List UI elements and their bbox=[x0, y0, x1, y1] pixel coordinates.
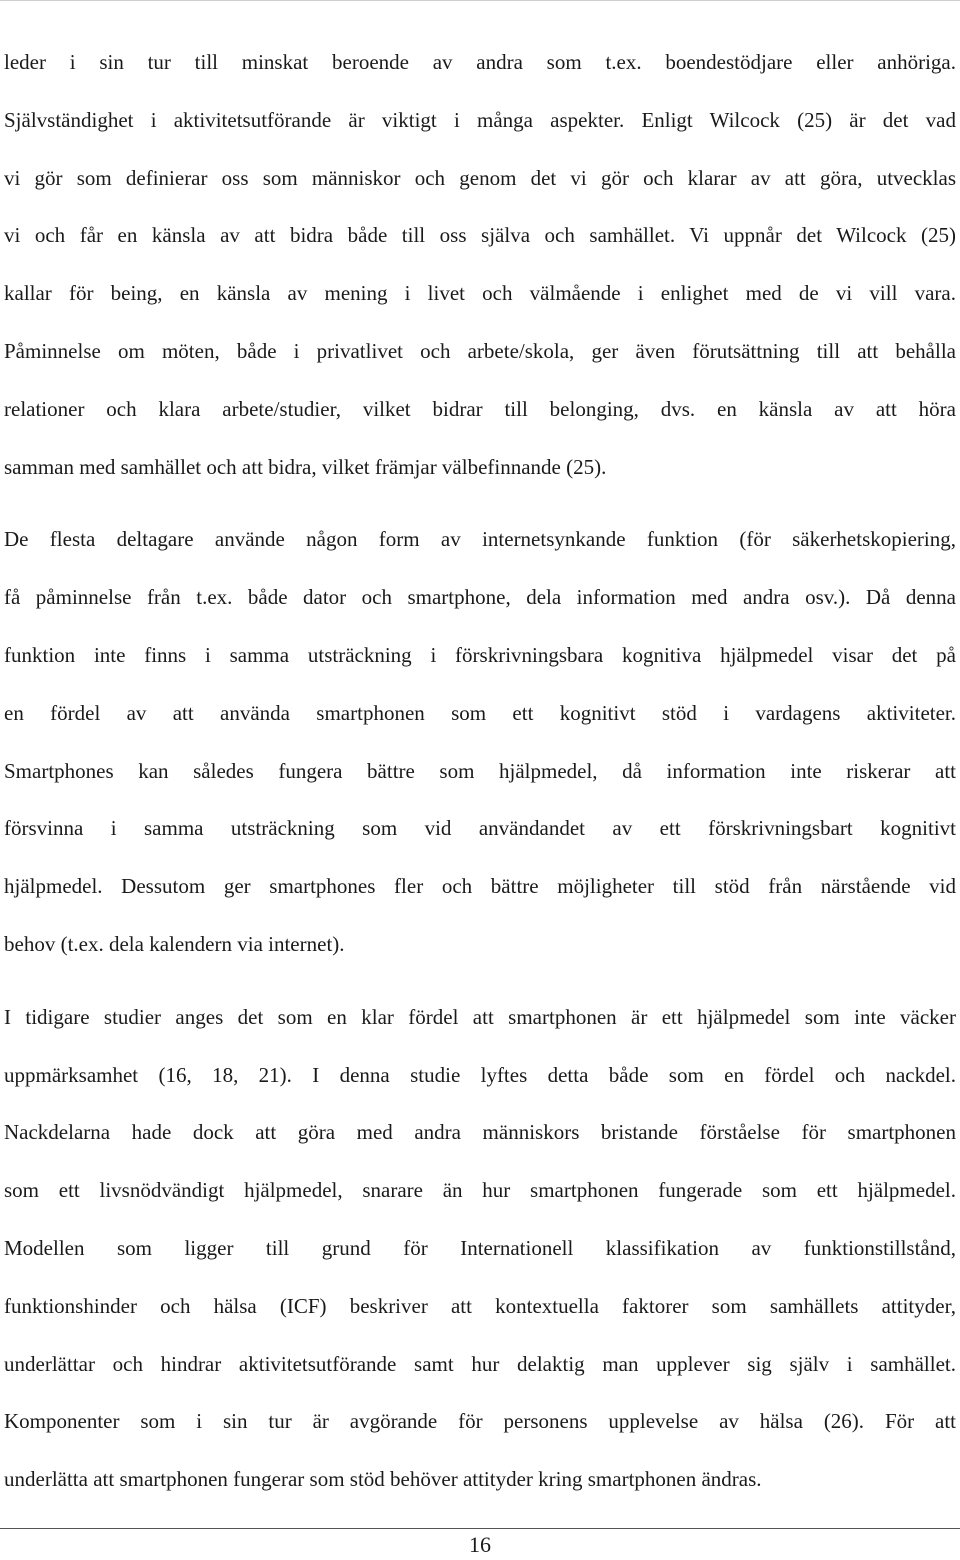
text-line: en fördel av att använda smartphonen som ett kognitivt stöd i vardagens aktiviteter. bbox=[4, 700, 956, 725]
text-line: kallar för being, en känsla av mening i livet och välmående i enlighet med de vi vill vara. bbox=[4, 281, 956, 306]
text-line: funktion inte finns i samma utsträckning i förskrivningsbara kognitiva hjälpmedel visar det på bbox=[4, 642, 956, 667]
text-line: vi och får en känsla av att bidra både till oss själva och samhället. Vi uppnår det Wilcock (25) bbox=[4, 223, 956, 248]
text-line: Modellen som ligger till grund för Internationell klassifikation av funktionstillstånd, bbox=[4, 1235, 956, 1260]
text-line: Självständighet i aktivitetsutförande är viktigt i många aspekter. Enligt Wilcock (25) är det vad bbox=[4, 107, 956, 132]
page-number: 16 bbox=[469, 1532, 491, 1557]
text-line: få påminnelse från t.ex. både dator och smartphone, dela information med andra osv.). Då denna bbox=[4, 585, 956, 610]
text-line: funktionshinder och hälsa (ICF) beskriver att kontextuella faktorer som samhällets attityder, bbox=[4, 1293, 956, 1318]
text-line: hjälpmedel. Dessutom ger smartphones fler och bättre möjligheter till stöd från närstående vid bbox=[4, 874, 956, 899]
body-text bbox=[4, 34, 956, 1509]
text-line: De flesta deltagare använde någon form av internetsynkande funktion (för säkerhetskopiering, bbox=[4, 527, 956, 552]
text-line: som ett livsnödvändigt hjälpmedel, snarare än hur smartphonen fungerade som ett hjälpmedel. bbox=[4, 1178, 956, 1203]
text-line: vi gör som definierar oss som människor och genom det vi gör och klarar av att göra, utvecklas bbox=[4, 165, 956, 190]
text-line: leder i sin tur till minskat beroende av andra som t.ex. boendestödjare eller anhöriga. bbox=[4, 50, 956, 74]
text-line: Nackdelarna hade dock att göra med andra människors bristande förståelse för smartphonen bbox=[4, 1120, 956, 1145]
paragraph-1 bbox=[4, 34, 956, 496]
text-line: samman med samhället och att bidra, vilket främjar välbefinnande (25). bbox=[4, 454, 607, 479]
text-line: I tidigare studier anges det som en klar fördel att smartphonen är ett hjälpmedel som inte väcker bbox=[4, 1004, 956, 1029]
text-line: behov (t.ex. dela kalendern via internet). bbox=[4, 931, 345, 956]
top-border bbox=[0, 0, 960, 1]
paragraph-3 bbox=[4, 989, 956, 1509]
paragraph-2 bbox=[4, 511, 956, 973]
text-line: underlätta att smartphonen fungerar som stöd behöver attityder kring smartphonen ändras. bbox=[4, 1467, 762, 1492]
text-line: Påminnelse om möten, både i privatlivet och arbete/skola, ger även förutsättning till att behålla bbox=[4, 338, 956, 363]
text-line: relationer och klara arbete/studier, vilket bidrar till belonging, dvs. en känsla av att höra bbox=[4, 396, 956, 421]
text-line: underlättar och hindrar aktivitetsutförande samt hur delaktig man upplever sig själv i samhället. bbox=[4, 1351, 956, 1376]
text-line: försvinna i samma utsträckning som vid användandet av ett förskrivningsbart kognitivt bbox=[4, 816, 956, 841]
text-line: Smartphones kan således fungera bättre som hjälpmedel, då information inte riskerar att bbox=[4, 758, 956, 783]
text-line: Komponenter som i sin tur är avgörande för personens upplevelse av hälsa (26). För att bbox=[4, 1409, 956, 1434]
footer-divider bbox=[0, 1528, 960, 1529]
text-line: uppmärksamhet (16, 18, 21). I denna studie lyftes detta både som en fördel och nackdel. bbox=[4, 1062, 956, 1087]
